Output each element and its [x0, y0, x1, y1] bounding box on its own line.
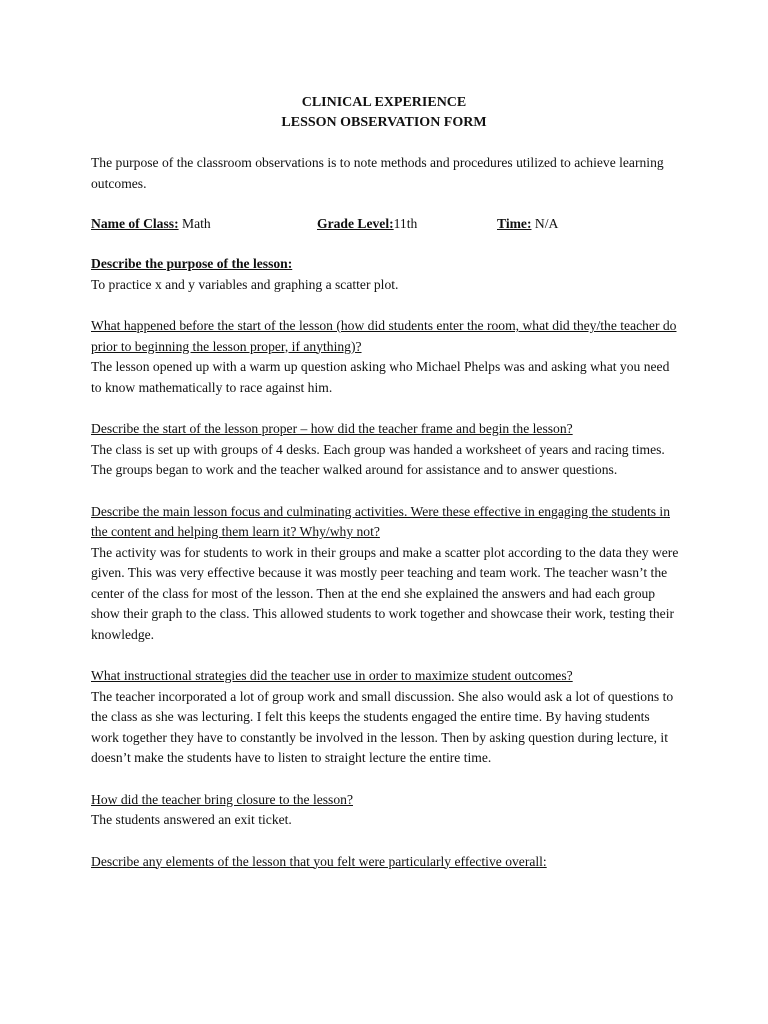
grade-level-label: Grade Level:: [317, 216, 394, 231]
section-closure: [91, 790, 681, 831]
title-clinical-experience: CLINICAL EXPERIENCE: [301, 95, 467, 110]
time-label: Time:: [497, 216, 532, 231]
class-name-value: Math: [178, 216, 211, 231]
answer-lesson-start: The class is set up with groups of 4 desks. Each group was handed a worksheet of years and racing times. The groups began to work and the teacher walked around for assistance and to answer questions.: [91, 441, 665, 477]
answer-before-lesson: The lesson opened up with a warm up question asking who Michael Phelps was and asking what you need to know mathematically to race against him.: [91, 359, 670, 395]
section-before-lesson: [91, 316, 681, 398]
grade-level-field: [317, 214, 417, 235]
answer-closure: The students answered an exit ticket.: [91, 812, 292, 827]
question-before-lesson: What happened before the start of the lesson (how did students enter the room, what did they/the teacher do prior to beginning the lesson proper, if anything)?: [91, 318, 677, 354]
section-lesson-purpose: [91, 254, 681, 295]
grade-level-value: 11th: [393, 216, 418, 231]
question-lesson-purpose: Describe the purpose of the lesson:: [91, 256, 293, 271]
section-instructional-strategies: [91, 666, 681, 769]
class-name-label: Name of Class:: [91, 216, 179, 231]
question-instructional-strategies: What instructional strategies did the teacher use in order to maximize student outcomes?: [91, 668, 573, 683]
answer-main-focus: The activity was for students to work in their groups and make a scatter plot according to the data they were given. This was very effective because it was mostly peer teaching and team work. The teacher wasn’t the center of the class for most of the lesson. Then at the end she explained the answers and had each group show their graph to the class. This allowed students to work together and showcase their work, testing their knowledge.: [91, 544, 679, 642]
form-title: [87, 93, 681, 133]
time-field: [497, 214, 558, 235]
title-lesson-observation-form: LESSON OBSERVATION FORM: [281, 115, 487, 130]
question-closure: How did the teacher bring closure to the lesson?: [91, 791, 353, 807]
observation-form-page: [91, 93, 681, 872]
question-lesson-start: Describe the start of the lesson proper – how did the teacher frame and begin the lesson?: [91, 421, 573, 436]
lesson-meta-row: [91, 214, 681, 234]
intro-paragraph: The purpose of the classroom observations is to note methods and procedures utilized to achieve learning outcomes.: [91, 155, 664, 191]
section-main-focus: [91, 502, 681, 646]
answer-lesson-purpose: To practice x and y variables and graphing a scatter plot.: [91, 276, 399, 292]
section-effective-elements: [91, 852, 681, 873]
question-main-focus: Describe the main lesson focus and culminating activities. Were these effective in engaging the students in the content and helping them learn it? Why/why not?: [91, 503, 670, 539]
time-value: N/A: [531, 216, 559, 231]
section-lesson-start: [91, 419, 681, 481]
answer-instructional-strategies: The teacher incorporated a lot of group work and small discussion. She also would ask a lot of questions to the class as she was lecturing. I felt this keeps the students engaged the entire time. By having students work together they have to constantly be involved in the lesson. Then by asking question during lecture, it doesn’t make the students have to listen to straight lecture the entire time.: [91, 688, 674, 765]
class-name-field: [91, 214, 211, 235]
question-effective-elements: Describe any elements of the lesson that you felt were particularly effective overall:: [91, 853, 547, 869]
